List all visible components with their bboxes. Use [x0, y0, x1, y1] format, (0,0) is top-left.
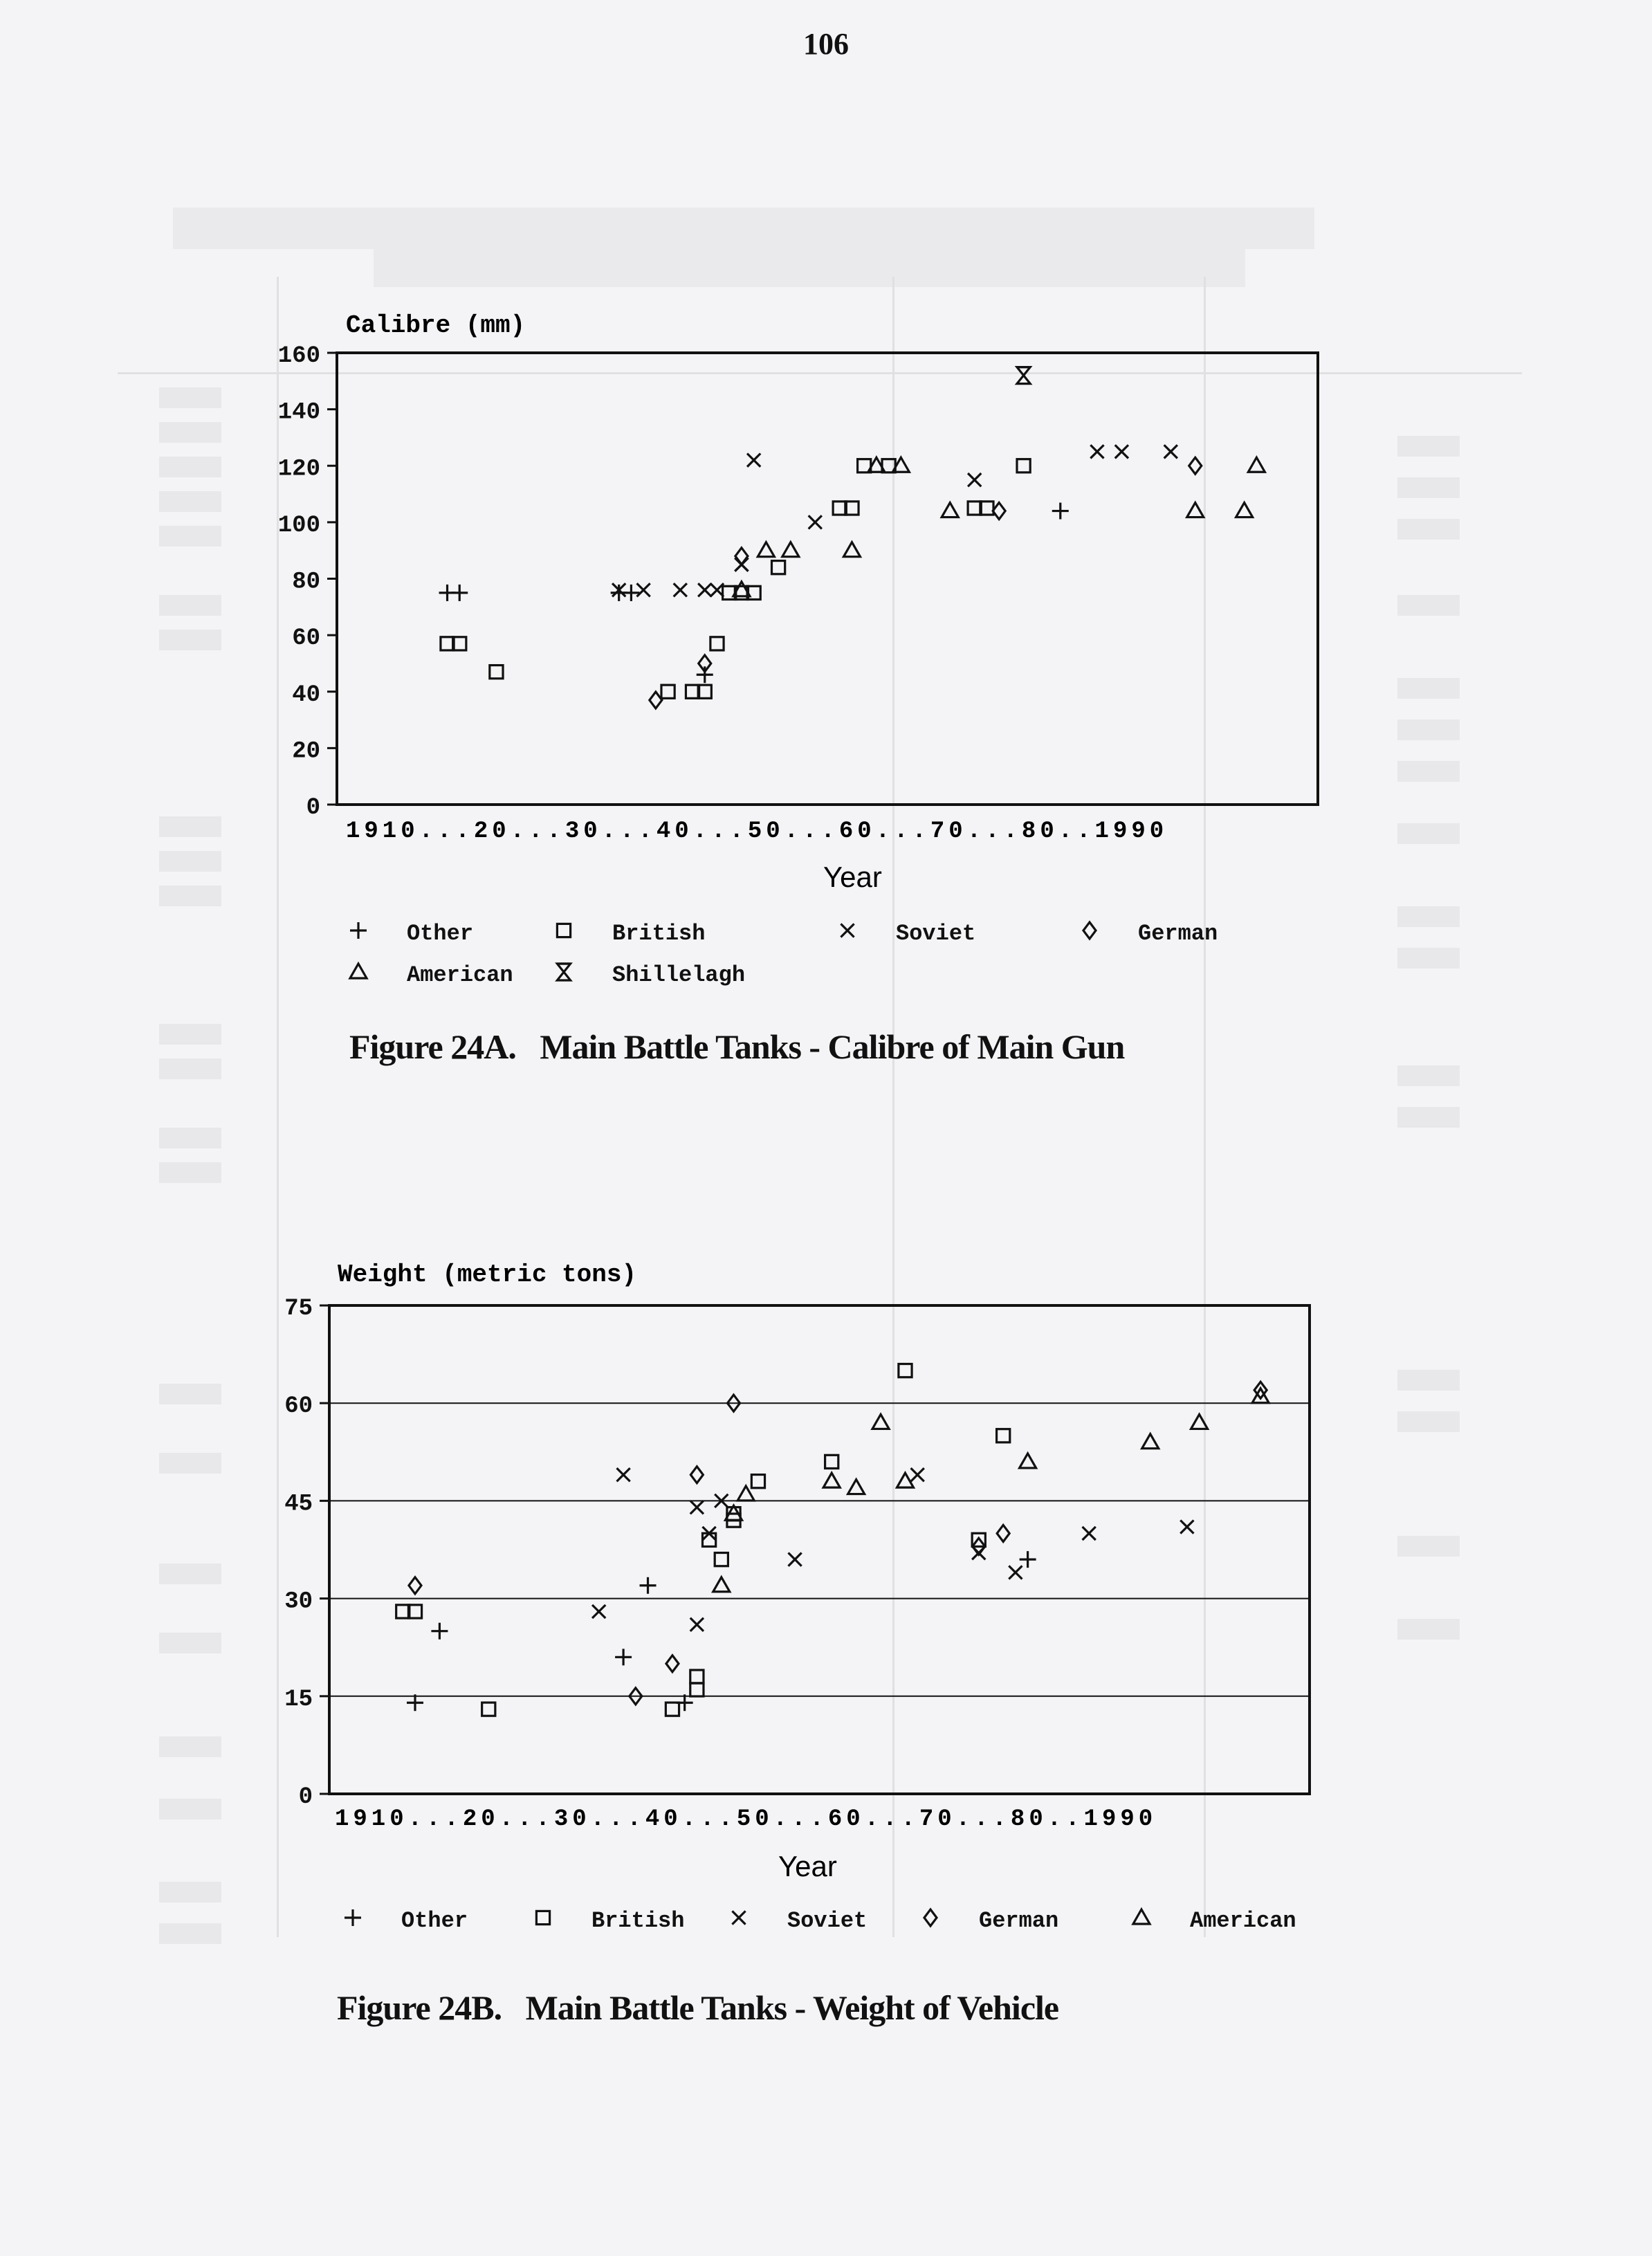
legend-label-british: British [591, 1908, 685, 1934]
x-tick-labels: 1910...20...30...40...50...60...70...80..1990 [335, 1806, 1157, 1833]
data-point-soviet [1180, 1520, 1193, 1533]
data-point-british [997, 1429, 1010, 1442]
figure-24b-title: Main Battle Tanks - Weight of Vehicle [525, 1988, 1059, 2027]
data-point-soviet [698, 583, 711, 596]
legend-label-british: British [612, 921, 706, 946]
legend-marker-german [924, 1909, 937, 1926]
legend-marker-soviet [841, 924, 854, 937]
data-point-german [666, 1656, 679, 1672]
data-point-german [650, 692, 662, 708]
data-point-german [409, 1577, 421, 1594]
data-point-american [848, 1480, 865, 1494]
y-tick-label: 75 [284, 1296, 313, 1322]
y-tick-label: 60 [292, 625, 320, 652]
legend-label-american: American [1190, 1908, 1296, 1934]
data-point-british [899, 1364, 912, 1377]
figure-24b-label: Figure 24B. [337, 1988, 502, 2027]
y-tick-label: 100 [277, 512, 320, 539]
data-point-german [997, 1525, 1009, 1541]
data-point-other [431, 1623, 448, 1640]
legend-marker-shillelagh [557, 964, 570, 980]
figure-24a-label: Figure 24A. [349, 1027, 516, 1066]
data-point-american [872, 1414, 889, 1429]
data-point-american [1248, 457, 1265, 472]
legend-label-shillelagh: Shillelagh [612, 962, 746, 988]
data-point-british [666, 1703, 679, 1716]
legend-label-soviet: Soviet [896, 921, 976, 946]
data-point-soviet [1083, 1527, 1096, 1540]
data-point-german [1189, 457, 1202, 474]
data-point-british [690, 1683, 704, 1696]
data-point-soviet [968, 473, 981, 486]
data-point-american [823, 1473, 840, 1487]
y-tick-label: 30 [284, 1588, 313, 1615]
legend-label-german: German [979, 1908, 1059, 1934]
data-point-soviet [674, 583, 687, 596]
figure-24a-title: Main Battle Tanks - Calibre of Main Gun [540, 1027, 1125, 1066]
data-point-soviet [690, 1618, 704, 1631]
y-tick-label: 15 [284, 1686, 313, 1713]
data-point-other [407, 1694, 423, 1711]
data-point-soviet [1090, 445, 1103, 458]
data-point-german [690, 1467, 703, 1483]
legend-label-other: Other [407, 921, 474, 946]
data-point-british [710, 637, 724, 650]
legend-marker-soviet [732, 1911, 745, 1924]
data-point-british [702, 1533, 715, 1546]
data-point-american [782, 542, 799, 557]
data-point-american [1187, 503, 1204, 517]
data-point-other [697, 666, 713, 683]
data-point-british [715, 1553, 728, 1566]
data-point-american [713, 1577, 730, 1592]
y-tick-label: 45 [284, 1491, 313, 1518]
data-point-american [758, 542, 774, 557]
data-point-american [1191, 1414, 1208, 1429]
legend-marker-british [536, 1911, 549, 1924]
data-point-german [993, 503, 1005, 520]
legend-label-american: American [407, 962, 513, 988]
legend-label-german: German [1138, 921, 1218, 946]
data-point-british [825, 1455, 838, 1468]
data-point-soviet [637, 583, 650, 596]
legend-marker-american [350, 964, 367, 978]
data-point-american [1236, 503, 1253, 517]
data-point-other [640, 1577, 657, 1594]
x-axis-title: Year [823, 861, 882, 893]
calibre-scatter-chart [0, 304, 1652, 996]
y-tick-label: 60 [284, 1393, 313, 1420]
data-point-american [843, 542, 860, 557]
legend-marker-other [345, 1909, 361, 1926]
x-axis-title: Year [778, 1850, 837, 1882]
data-point-american [1142, 1434, 1159, 1449]
data-point-british [690, 1670, 704, 1683]
data-point-american [942, 503, 958, 517]
y-tick-label: 40 [292, 681, 320, 708]
data-point-british [661, 685, 674, 698]
data-point-british [751, 1475, 764, 1488]
y-tick-label: 160 [277, 343, 320, 369]
y-axis-title: Calibre (mm) [346, 311, 526, 340]
y-tick-label: 140 [277, 399, 320, 426]
legend-marker-british [557, 924, 570, 937]
weight-scatter-chart [0, 1259, 1652, 1951]
data-point-soviet [911, 1468, 924, 1481]
y-tick-label: 0 [306, 795, 320, 821]
y-tick-label: 20 [292, 738, 320, 765]
data-point-soviet [788, 1553, 801, 1566]
plot-frame [329, 1305, 1310, 1794]
y-tick-label: 120 [277, 456, 320, 483]
x-tick-labels: 1910...20...30...40...50...60...70...80..1990 [346, 818, 1168, 845]
data-point-soviet [747, 453, 760, 466]
data-point-other [615, 1649, 632, 1665]
data-point-soviet [1115, 445, 1128, 458]
data-point-soviet [592, 1605, 605, 1618]
data-point-soviet [1164, 445, 1177, 458]
data-point-soviet [690, 1501, 704, 1514]
data-point-german [735, 548, 748, 565]
data-point-american [1020, 1453, 1036, 1468]
data-point-other [623, 585, 639, 601]
legend-marker-german [1083, 922, 1096, 939]
data-point-other [451, 585, 468, 601]
legend-marker-american [1133, 1909, 1150, 1924]
data-point-british [1017, 459, 1030, 473]
data-point-other [1052, 503, 1069, 520]
data-point-other [1020, 1551, 1036, 1568]
legend-marker-other [350, 922, 367, 939]
data-point-british [772, 561, 785, 574]
data-point-soviet [617, 1468, 630, 1481]
data-point-soviet [809, 515, 822, 529]
data-point-shillelagh [1017, 367, 1030, 384]
data-point-british [482, 1703, 495, 1716]
data-point-british [490, 666, 503, 679]
y-tick-label: 0 [298, 1784, 313, 1810]
y-axis-title: Weight (metric tons) [338, 1260, 637, 1289]
legend-label-soviet: Soviet [787, 1908, 868, 1934]
y-tick-label: 80 [292, 569, 320, 596]
data-point-soviet [1009, 1566, 1022, 1579]
plot-frame [337, 353, 1318, 805]
page-number: 106 [803, 27, 849, 61]
legend-label-other: Other [401, 1908, 468, 1934]
